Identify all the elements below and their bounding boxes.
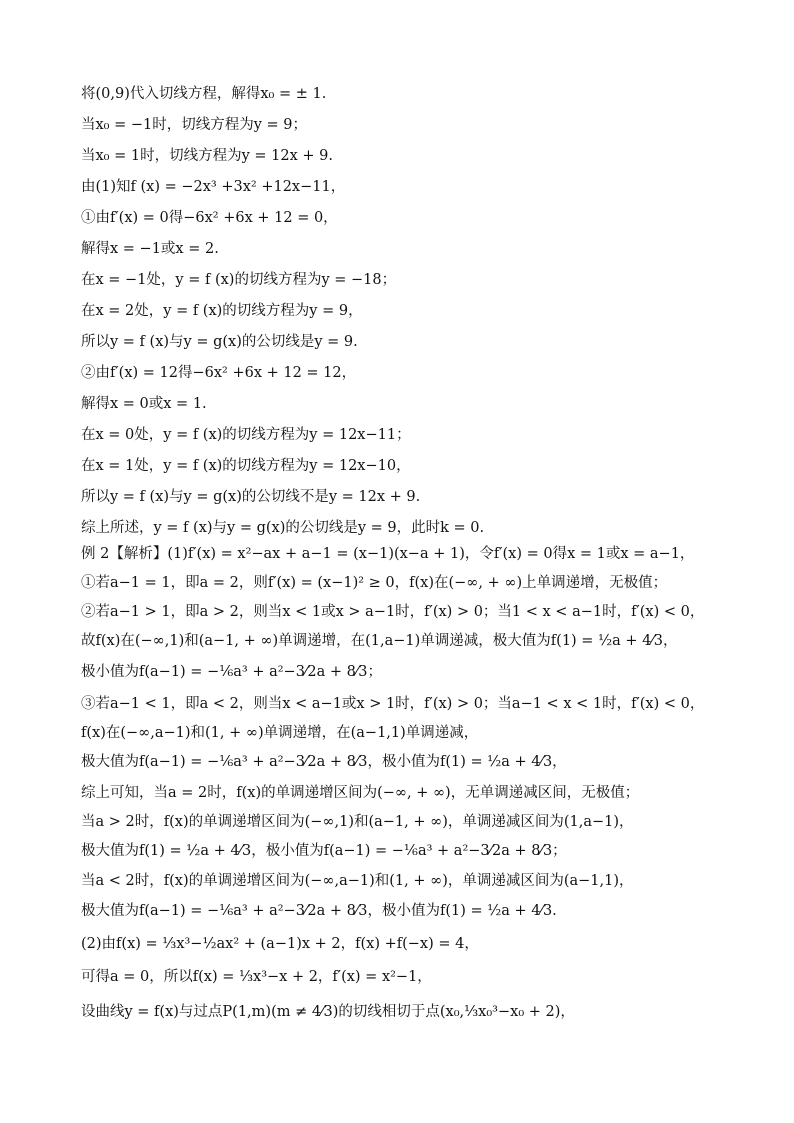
text-line: 在x = −1处，y = f (x)的切线方程为y = −18； [81, 272, 397, 288]
text-line: 极大值为f(a−1) = −⅙a³ + a²−3⁄2a + 8⁄3，极小值为f(1) = ½a + 4⁄3. [81, 903, 557, 919]
text-line: 在x = 0处，y = f (x)的切线方程为y = 12x−11； [81, 427, 411, 443]
text-line: ①由f′(x) = 0得−6x² +6x + 12 = 0， [81, 210, 338, 226]
text-line: 故f(x)在(−∞,1)和(a−1, + ∞)单调递增，在(1,a−1)单调递减，极大值为f(1) = ½a + 4⁄3， [81, 633, 678, 649]
text-line: 由(1)知f (x) = −2x³ +3x² +12x−11， [81, 179, 346, 195]
text-line: 所以y = f (x)与y = g(x)的公切线不是y = 12x + 9. [81, 489, 421, 505]
text-line: (2)由f(x) = ⅓x³−½ax² + (a−1)x + 2，f(x) +f(−x) = 4， [81, 936, 479, 952]
text-line: 当a > 2时，f(x)的单调递增区间为(−∞,1)和(a−1, + ∞)，单调递减区间为(1,a−1)， [81, 814, 634, 830]
text-line: 极大值为f(a−1) = −⅙a³ + a²−3⁄2a + 8⁄3，极小值为f(1) = ½a + 4⁄3， [81, 754, 567, 770]
text-line: 所以y = f (x)与y = g(x)的公切线是y = 9. [81, 334, 358, 350]
text-line: 设曲线y = f(x)与过点P(1,m)(m ≠ 4⁄3)的切线相切于点(x₀,⅓x₀³−x₀ + 2)， [81, 1004, 575, 1020]
text-line: 当a < 2时，f(x)的单调递增区间为(−∞,a−1)和(1, + ∞)，单调递减区间为(a−1,1)， [81, 873, 634, 889]
text-line: 可得a = 0，所以f(x) = ⅓x³−x + 2，f′(x) = x²−1， [81, 969, 432, 985]
text-line: 在x = 1处，y = f (x)的切线方程为y = 12x−10， [81, 458, 411, 474]
text-line: ②由f′(x) = 12得−6x² +6x + 12 = 12， [81, 365, 357, 381]
text-line: ③若a−1 < 1，即a < 2，则当x < a−1或x > 1时，f′(x) > 0；当a−1 < x < 1时，f′(x) < 0， [81, 696, 705, 712]
text-line: 解得x = −1或x = 2. [81, 241, 219, 257]
text-line: 当x₀ = −1时，切线方程为y = 9； [81, 117, 308, 133]
text-line: 综上可知，当a = 2时，f(x)的单调递增区间为(−∞, + ∞)，无单调递减区间，无极值； [81, 785, 640, 801]
text-line: 极小值为f(a−1) = −⅙a³ + a²−3⁄2a + 8⁄3； [81, 664, 382, 680]
text-line: 极大值为f(1) = ½a + 4⁄3，极小值为f(a−1) = −⅙a³ + a²−3⁄2a + 8⁄3； [81, 843, 567, 859]
text-line: 解得x = 0或x = 1. [81, 396, 207, 412]
text-line: f(x)在(−∞,a−1)和(1, + ∞)单调递增，在(a−1,1)单调递减， [81, 725, 479, 741]
text-line: 综上所述，y = f (x)与y = g(x)的公切线是y = 9，此时k = 0. [81, 520, 485, 536]
text-line: ②若a−1 > 1，即a > 2，则当x < 1或x > a−1时，f′(x) > 0；当1 < x < a−1时，f′(x) < 0， [81, 604, 705, 620]
text-line: 例 2【解析】(1)f′(x) = x²−ax + a−1 = (x−1)(x−a + 1)，令f′(x) = 0得x = 1或x = a−1， [81, 546, 695, 562]
text-line: 将(0,9)代入切线方程，解得x₀ = ± 1. [81, 86, 327, 102]
text-line: 在x = 2处，y = f (x)的切线方程为y = 9， [81, 303, 363, 319]
text-line: 当x₀ = 1时，切线方程为y = 12x + 9. [81, 148, 333, 164]
text-line: ①若a−1 = 1，即a = 2，则f′(x) = (x−1)² ≥ 0，f(x)在(−∞, + ∞)上单调递增，无极值； [81, 575, 668, 591]
